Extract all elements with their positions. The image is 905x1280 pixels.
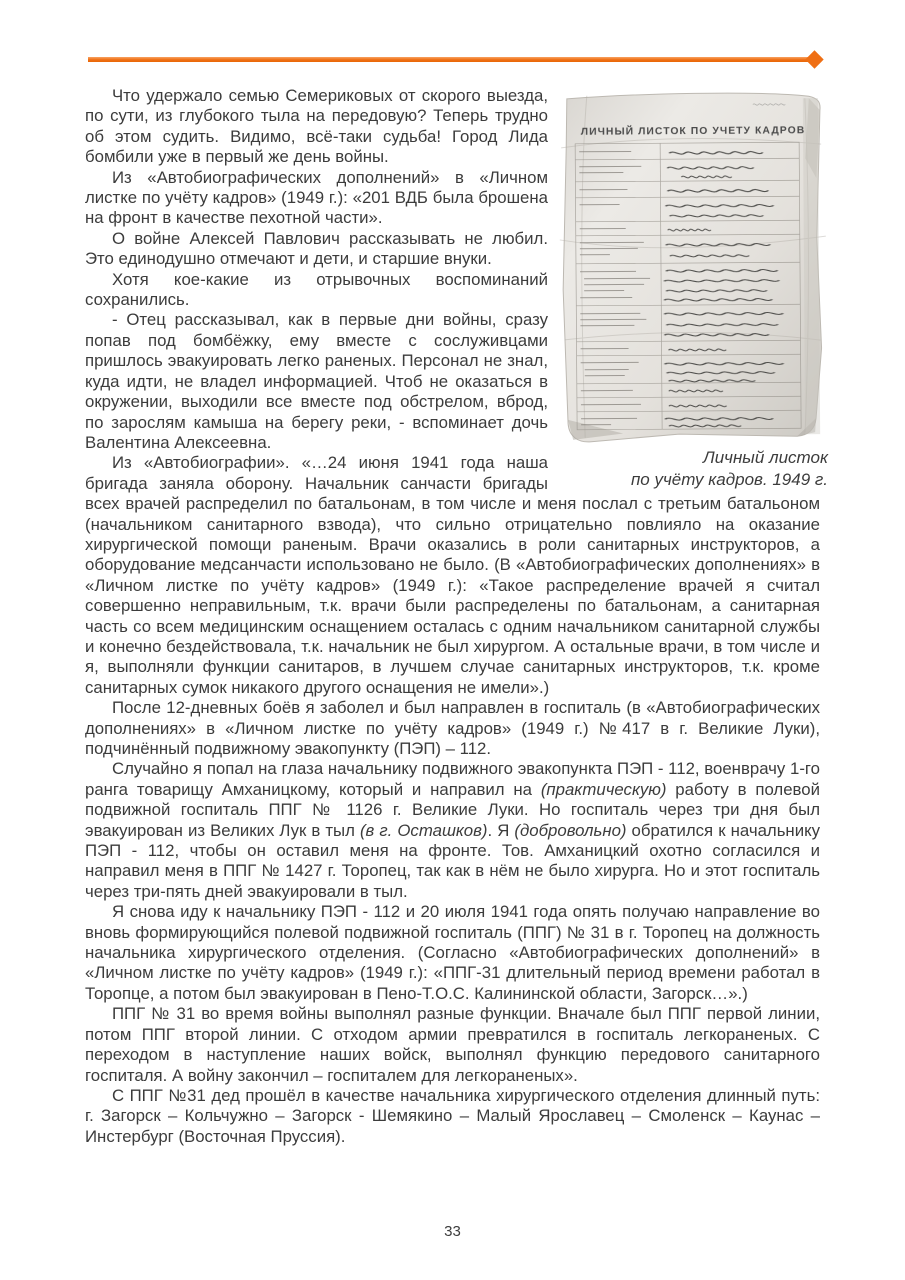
text-run: обратился к начальнику ПЭП - 112, чтобы он оставил меня на фронте. Тов. Амханицкий охотно согласился и направил меня в ППГ № 1427 г. Торопец, так как в нём не было хирурга. Но и этот госпиталь через три-пять дней эвакуировали в тыл. [85,820,820,901]
text-run: работу в полевой подвижной госпиталь ППГ № 1126 г. Великие Луки. Но госпиталь через три дня был эвакуирован из Великих Лук в тыл [85,779,820,840]
photo-caption-line2: по учёту кадров. 1949 г. [630,470,828,489]
paragraph-10: ППГ № 31 во время войны выполнял разные функции. Вначале был ППГ первой линии, потом ППГ второй линии. С отходом армии превратился в госпиталь легкораненых. С переходом в наступление наших войск, выполнял функцию передового санитарного госпиталя. А войну закончил – госпиталем для легкораненых». [85,1004,820,1085]
paragraph-8 [85,759,820,902]
text-run: Случайно я попал на глаза начальнику подвижного эвакопункта ПЭП - 112, военврачу 1-го ранга товарищу Амханицкому, который и направил на [85,759,820,799]
page-number: 33 [444,1223,461,1240]
page-content [85,86,828,1147]
italic-run: (добровольно) [514,820,627,840]
rule-arrow-icon [805,50,823,68]
text-run: . Я [487,820,515,840]
paragraph-9: Я снова иду к начальнику ПЭП - 112 и 20 июля 1941 года опять получаю направление во вновь формирующийся полевой подвижной госпиталь (ППГ) № 31 в г. Торопец на должность начальника хирургического отделения. (Согласно «Автобиографических дополнений» в «Личном листке по учёту кадров» (1949 г.): «ППГ-31 длительный период времени работал в Торопце, а потом был эвакуирован в Пено-Т.О.С. Калининской области, Загорск…».) [85,902,820,1003]
paragraph-7: После 12-дневных боёв я заболел и был направлен в госпиталь (в «Автобиографических дополнениях» в «Личном листке по учёту кадров» (1949 г.) №417 в г. Великие Луки), подчинённый подвижному эвакопункту (ПЭП) – 112. [85,698,820,758]
photo-caption-line1: Личный листок [703,448,828,467]
paragraph-6: Из «Автобиографии». «…24 июня 1941 года наша бригада заняла оборону. Начальник санчасти бригады всех врачей распределил по батальонам, в том числе и меня послал с третьим батальоном (начальником санитарного взвода), что сильно отрицательно повлияло на оказание хирургической помощи раненым. Врачи оказались в роли санитарных инструкторов, а оборудование медсанчасти использовано не было. (В «Автобиографических дополнениях» в «Личном листке по учёту кадров» (1949 г.): «Такое распределение врачей я считал совершенно неправильным, т.к. врачи были распределены по батальонам, а санитарная часть со всем медицинским оснащением осталась с одним начальником санитарной службы и конечно бездействовала, т.к. начальник не был хирургом. А остальные врачи, в том числе и я, выполняли функции санитаров, в лучшем случае санитарных инструкторов, т.к. кроме санитарных сумок никакого другого оснащения не имели».) [85,453,820,697]
italic-run: (практическую) [540,779,667,799]
paragraph-2: Из «Автобиографических дополнений» в «Личном листке по учёту кадров» (1949 г.): «201 ВДБ была брошена на фронт в качестве пехотной части». [85,167,548,228]
paragraph-4: Хотя кое-какие из отрывочных воспоминаний сохранились. [85,269,548,310]
document-photo [558,89,832,491]
italic-run: (в г. Осташков) [359,820,488,840]
document-title: ЛИЧНЫЙ ЛИСТОК ПО УЧЕТУ КАДРОВ [580,125,806,138]
paragraph-11: С ППГ №31 дед прошёл в качестве начальника хирургического отделения длинный путь: г. Загорск – Кольчужно – Загорск - Шемякино – Малый Ярославец – Смоленск – Каунас – Инстербург (Восточная Пруссия). [85,1085,820,1146]
paragraph-5: - Отец рассказывал, как в первые дни войны, сразу попав под бомбёжку, ему вместе с сослуживцами пришлось эвакуировать легко раненых. Персонал не знал, куда идти, не владел информацией. Чтоб не оказаться в окружении, выходили все вместе под обстрелом, вброд, по зарослям камыша на берегу реки, - вспоминает дочь Валентина Алексеевна. [85,310,548,452]
paragraph-3: О войне Алексей Павлович рассказывать не любил. Это единодушно отмечают и дети, и старшие внуки. [85,228,548,269]
section-rule [88,57,812,62]
photo-caption [558,447,832,491]
document-scan-image [558,89,832,445]
paragraph-1: Что удержало семью Семериковых от скорого выезда, по сути, из глубокого тыла на передовую? Теперь трудно об этом судить. Видимо, всё-таки судьба! Город Лида бомбили уже в первый же день войны. [85,86,548,167]
